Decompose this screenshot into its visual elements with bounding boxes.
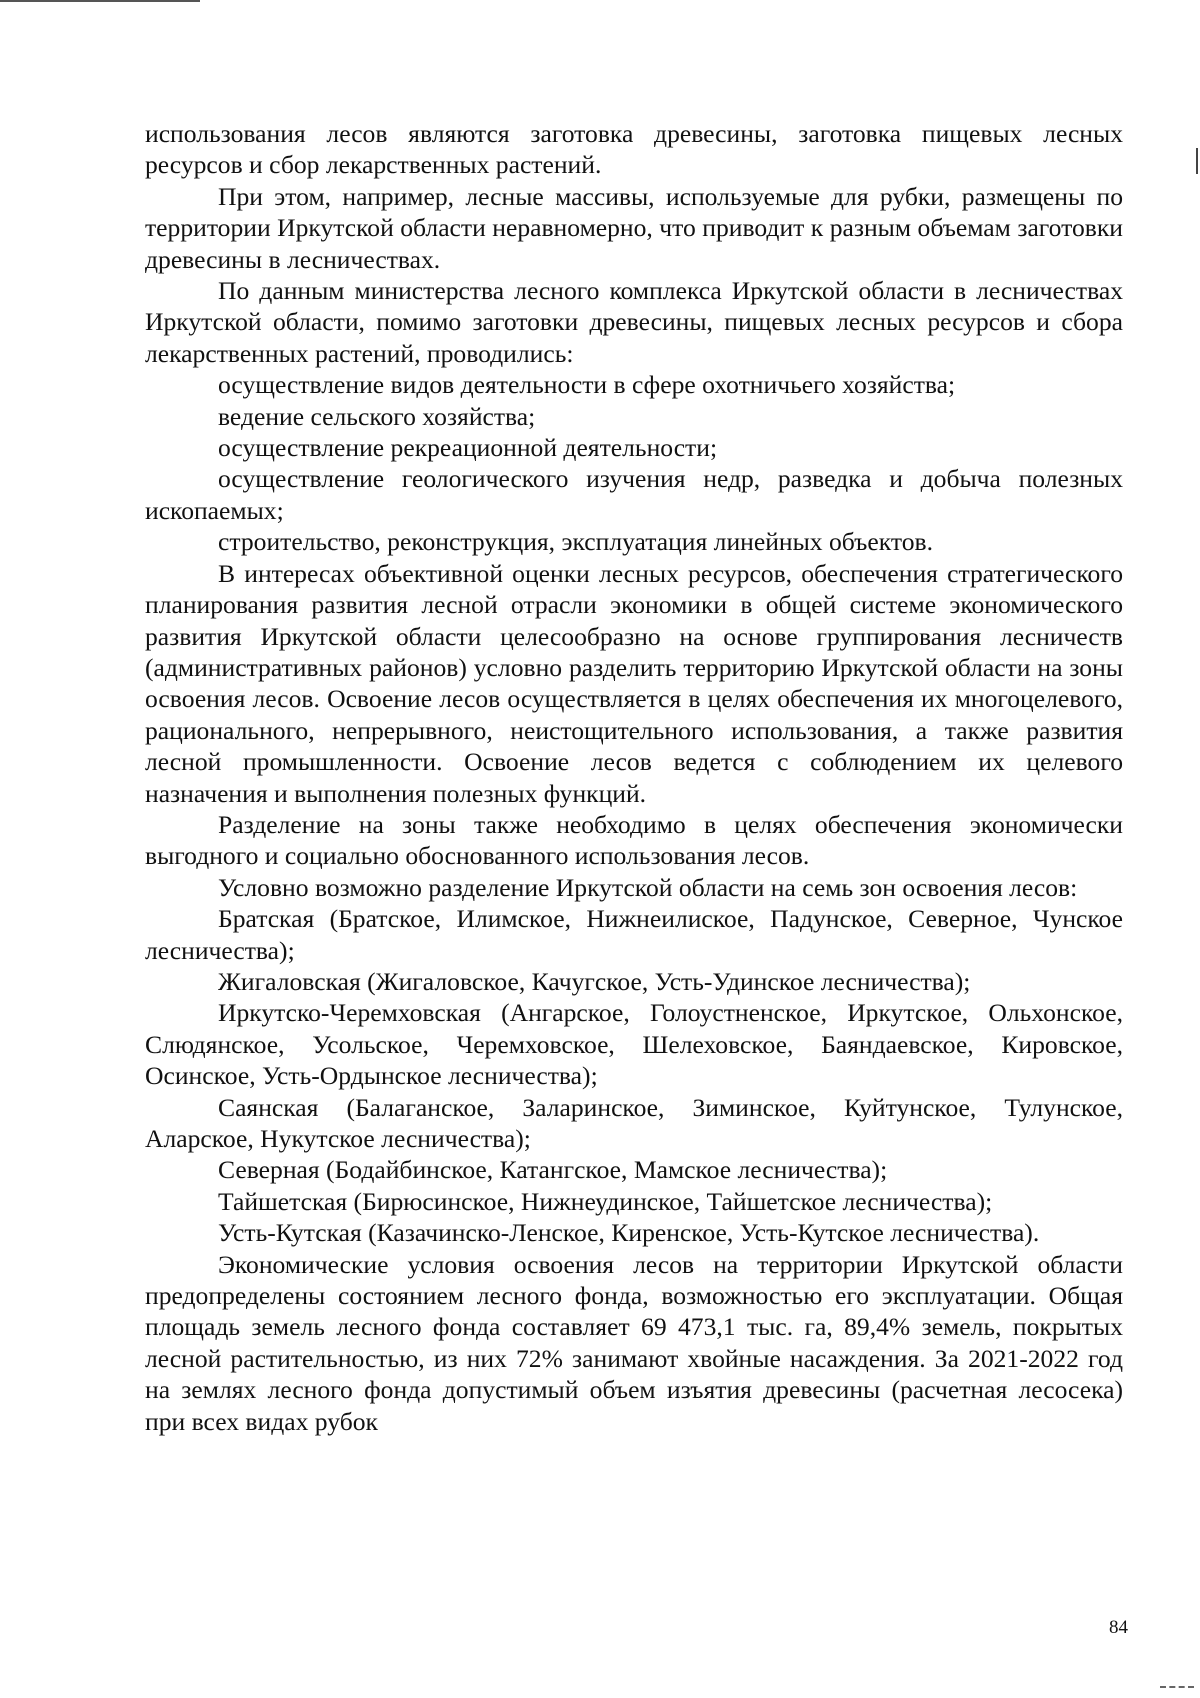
zone-item: Иркутско-Черемховская (Ангарское, Голоустненское, Иркутское, Ольхонское, Слюдянское, Усольское, Черемховское, Шелеховское, Баяндаевское, Кировское, Осинское, Усть-Ордынское лесничества); [145, 998, 1123, 1091]
paragraph-continuation: использования лесов являются заготовка древесины, заготовка пищевых лесных ресурсов и сбор лекарственных растений. [145, 119, 1123, 180]
list-item: осуществление видов деятельности в сфере охотничьего хозяйства; [218, 370, 956, 400]
zone-item: Северная (Бодайбинское, Катангское, Мамское лесничества); [218, 1155, 888, 1185]
margin-mark [1196, 148, 1198, 174]
corner-scan-mark [1160, 1686, 1194, 1694]
zone-item: Тайшетская (Бирюсинское, Нижнеудинское, Тайшетское лесничества); [218, 1186, 993, 1216]
zone-item: Жигаловская (Жигаловское, Качугское, Усть-Удинское лесничества); [218, 966, 971, 996]
paragraph: При этом, например, лесные массивы, используемые для рубки, размещены по территории Иркутской области неравномерно, что приводит к разным объемам заготовки древесины в лесничествах. [145, 181, 1123, 274]
zone-item: Усть-Кутская (Казачинско-Ленское, Киренское, Усть-Кутское лесничества). [218, 1218, 1040, 1248]
paragraph: В интересах объективной оценки лесных ресурсов, обеспечения стратегического планирования развития лесной отрасли экономики в общей системе экономического развития Иркутской области целесообразно на основе группирования лесничеств (административных районов) условно разделить территорию Иркутской области на зоны освоения лесов. Освоение лесов осуществляется в целях обеспечения их многоцелевого, рационального, непрерывного, неистощительного использования, а также развития лесной промышленности. Освоение лесов ведется с соблюдением их целевого назначения и выполнения полезных функций. [145, 558, 1123, 808]
document-body [145, 118, 1123, 1437]
zone-item: Саянская (Балаганское, Заларинское, Зиминское, Куйтунское, Тулунское, Аларское, Нукутское лесничества); [145, 1092, 1123, 1153]
paragraph: Условно возможно разделение Иркутской области на семь зон освоения лесов: [218, 872, 1078, 902]
paragraph: Разделение на зоны также необходимо в целях обеспечения экономически выгодного и социально обоснованного использования лесов. [145, 809, 1123, 871]
scan-edge-line [0, 0, 200, 2]
paragraph: По данным министерства лесного комплекса Иркутской области в лесничествах Иркутской области, помимо заготовки древесины, пищевых лесных ресурсов и сбора лекарственных растений, проводились: [145, 276, 1123, 368]
list-item: осуществление геологического изучения недр, разведка и добыча полезных ископаемых; [145, 464, 1123, 525]
list-item: строительство, реконструкция, эксплуатация линейных объектов. [218, 527, 933, 557]
paragraph: Экономические условия освоения лесов на территории Иркутской области предопределены состоянием лесного фонда, возможностью его эксплуатации. Общая площадь земель лесного фонда составляет 69 473,1 тыс. га, 89,4% земель, покрытых лесной растительностью, из них 72% занимают хвойные насаждения. За 2021-2022 год на землях лесного фонда допустимый объем изъятия древесины (расчетная лесосека) при всех видах рубок [145, 1249, 1123, 1436]
list-item: осуществление рекреационной деятельности; [218, 433, 718, 463]
list-item: ведение сельского хозяйства; [218, 401, 536, 431]
page-number: 84 [1109, 1617, 1128, 1638]
zone-item: Братская (Братское, Илимское, Нижнеилиское, Падунское, Северное, Чунское лесничества); [145, 904, 1123, 965]
